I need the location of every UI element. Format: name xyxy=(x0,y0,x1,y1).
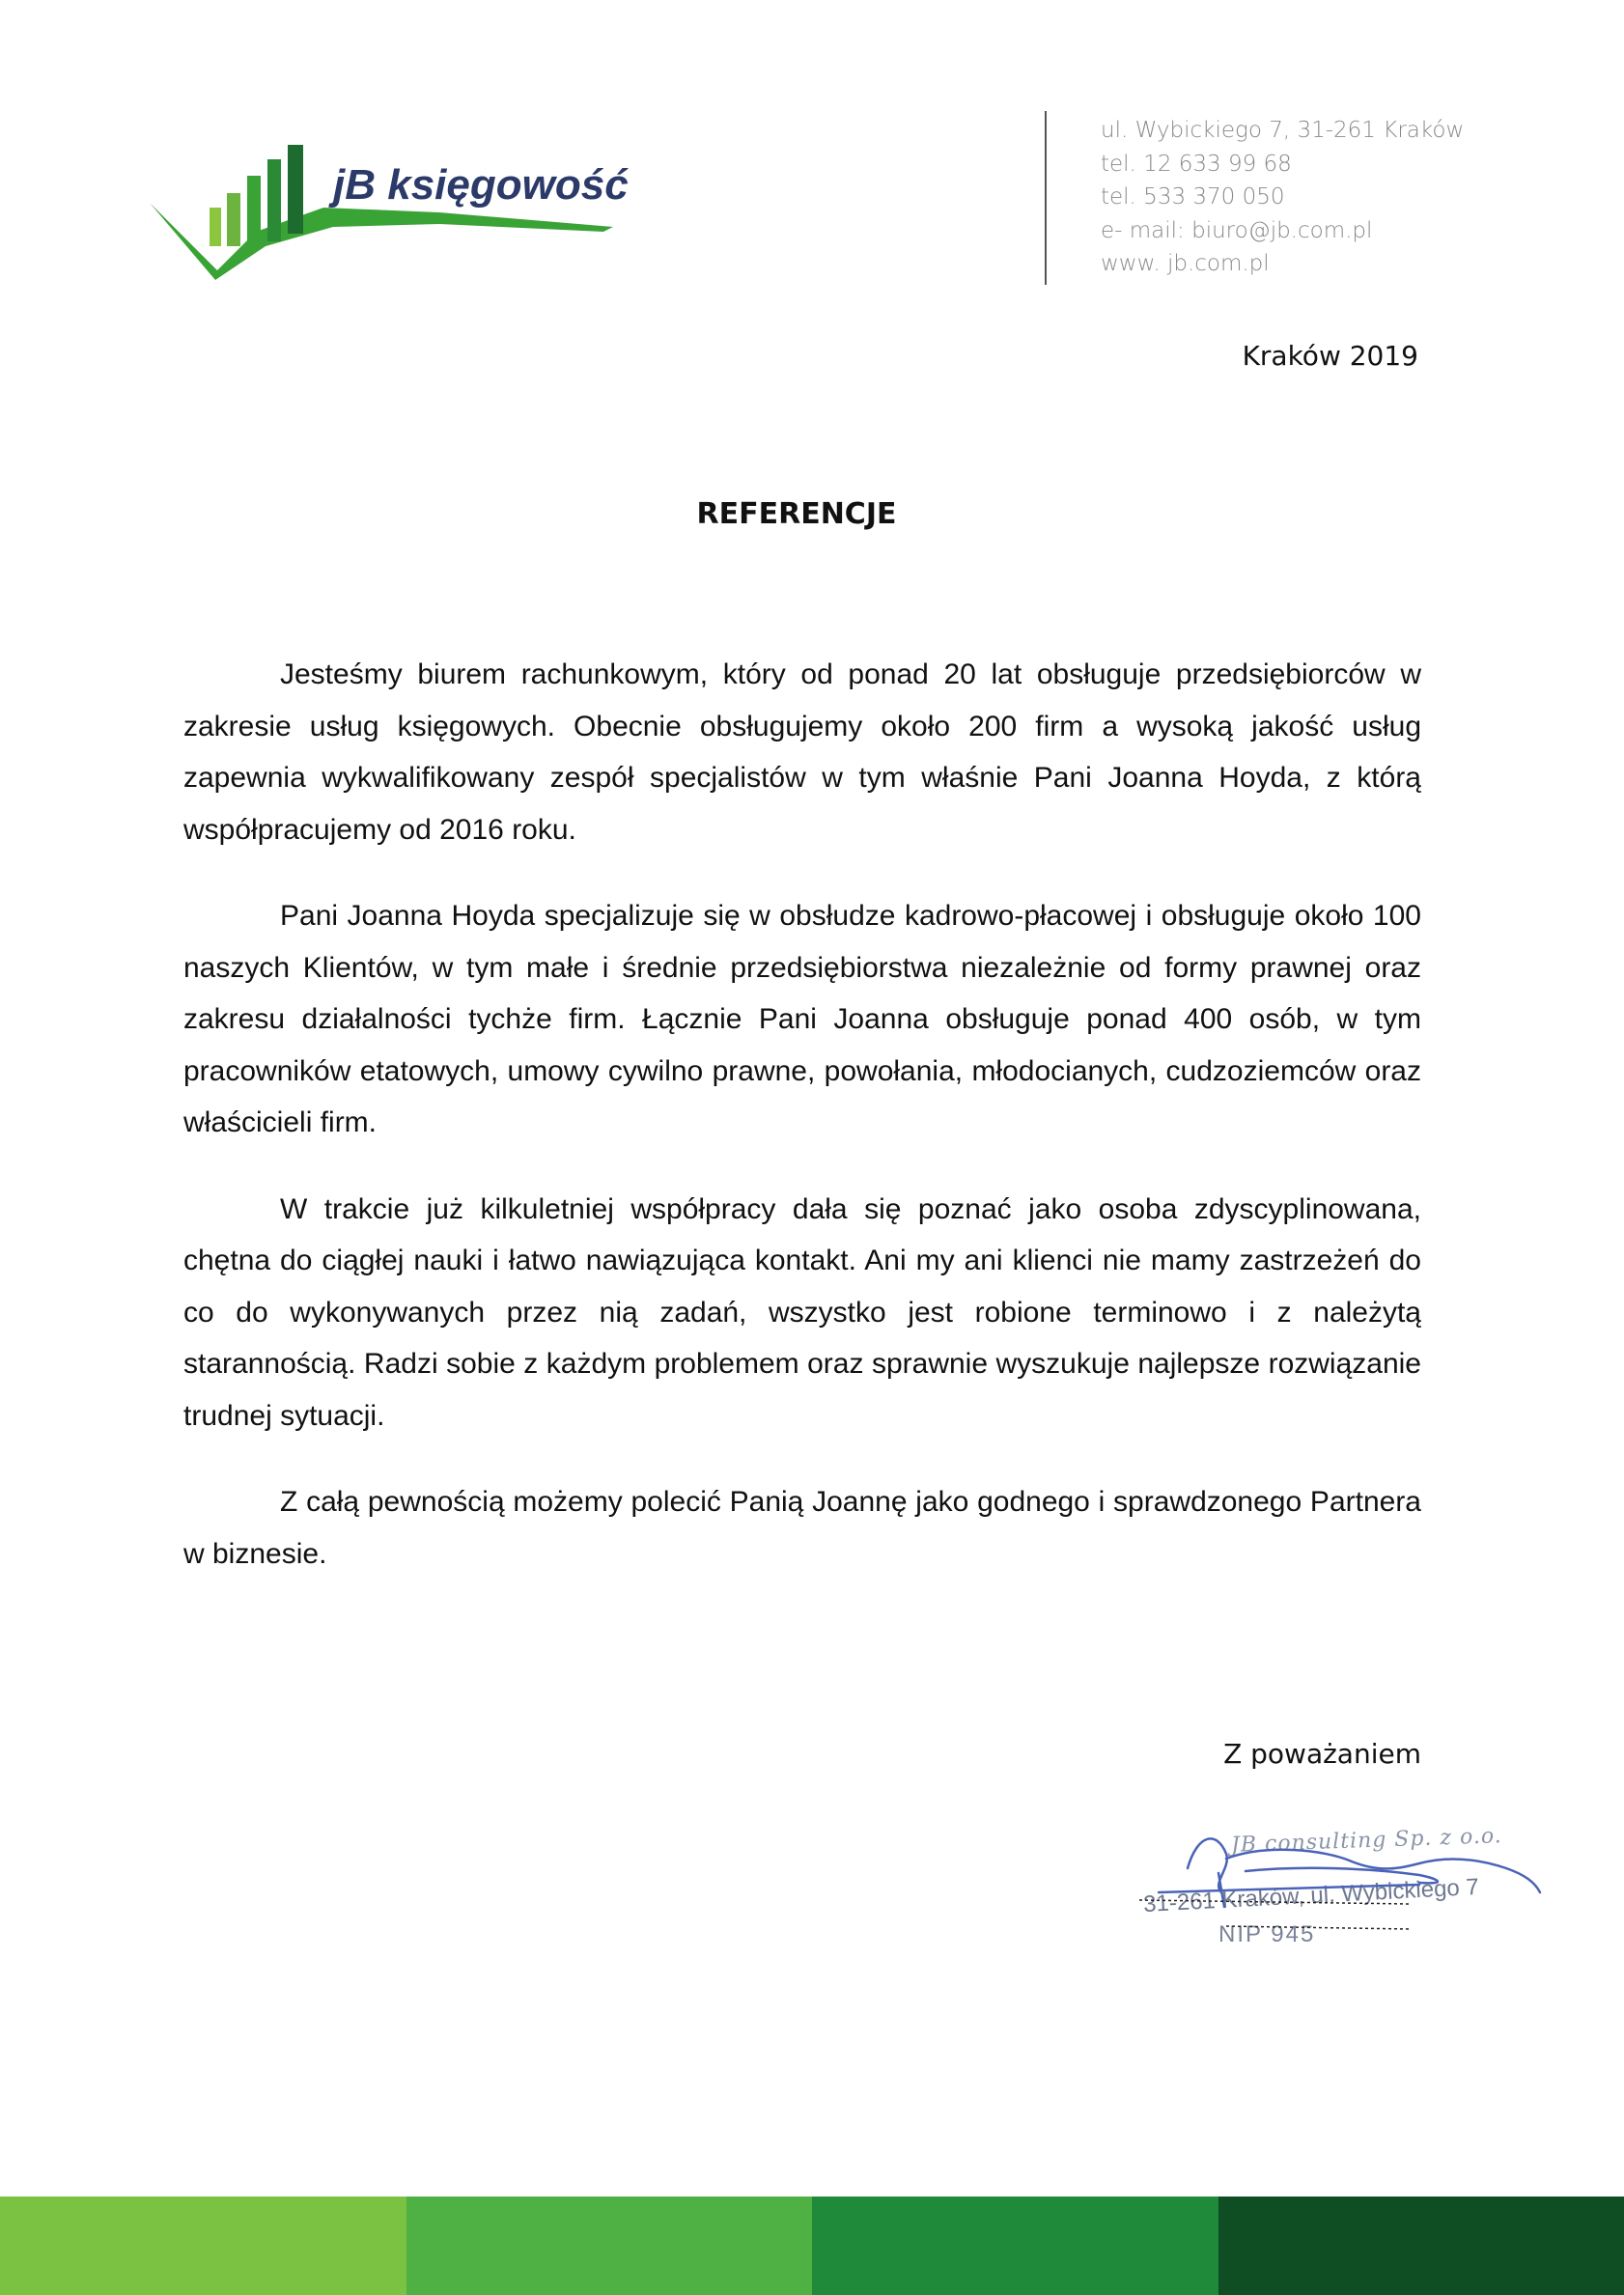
contact-website: www. jb.com.pl xyxy=(1101,251,1270,276)
logo-bar-2 xyxy=(227,193,240,246)
footer-segment-4 xyxy=(1218,2197,1624,2295)
letter-body xyxy=(183,649,1421,1614)
document-title: REFERENCJE xyxy=(696,497,897,531)
footer-segment-3 xyxy=(812,2197,1218,2295)
company-stamp-signature xyxy=(1130,1815,1545,1970)
contact-phone-2: tel. 533 370 050 xyxy=(1101,184,1285,210)
footer-segment-1 xyxy=(0,2197,406,2295)
paragraph-1: Jesteśmy biurem rachunkowym, który od ponad 20 lat obsługuje przedsiębiorców w zakresie usług księgowych. Obecnie obsługujemy około 200 firm a wysoką jakość usług zapewnia wykwalifikowany zespół specjalistów w tym właśnie Pani Joanna Hoyda, z którą współpracujemy od 2016 roku. xyxy=(183,658,1421,846)
company-logo xyxy=(150,135,632,280)
contact-email: e- mail: biuro@jb.com.pl xyxy=(1101,217,1373,243)
header-divider xyxy=(1045,111,1047,285)
paragraph-4: Z całą pewnością możemy polecić Panią Joannę jako godnego i sprawdzonego Partnera w biznesie. xyxy=(183,1486,1421,1570)
contact-phone-1: tel. 12 633 99 68 xyxy=(1101,151,1292,177)
stamp-company-line: JB consulting Sp. z o.o. xyxy=(1230,1824,1503,1858)
logo-bar-1 xyxy=(210,208,221,246)
logo-bar-4 xyxy=(267,159,281,241)
contact-address: ul. Wybickiego 7, 31-261 Kraków xyxy=(1101,118,1465,143)
stamp-address-line: 31-261 Kraków, ul. Wybickiego 7 xyxy=(1142,1873,1480,1918)
logo-text: jB księgowość xyxy=(333,161,629,209)
footer-segment-2 xyxy=(406,2197,813,2295)
letter-date: Kraków 2019 xyxy=(1242,340,1418,372)
logo-bar-5 xyxy=(288,145,303,234)
closing-salutation: Z poważaniem xyxy=(1223,1738,1421,1770)
paragraph-2: Pani Joanna Hoyda specjalizuje się w obsłudze kadrowo-płacowej i obsługuje około 100 naszych Klientów, w tym małe i średnie przedsiębiorstwa niezależnie od formy prawnej oraz zakresu działalności tychże firm. Łącznie Pani Joanna obsługuje ponad 400 osób, w tym pracowników etatowych, umowy cywilno prawne, powołania, młodocianych, cudzoziemców oraz właścicieli firm. xyxy=(183,900,1421,1138)
stamp-nip-line: NIP 945 xyxy=(1218,1921,1316,1947)
footer-color-bar xyxy=(0,2197,1624,2295)
paragraph-3: W trakcie już kilkuletniej współpracy dała się poznać jako osoba zdyscyplinowana, chętna do ciągłej nauki i łatwo nawiązująca kontakt. Ani my ani klienci nie mamy zastrzeżeń do co do wykonywanych przez nią zadań, wszystko jest robione terminowo i z należytą starannością. Radzi sobie z każdym problemem oraz sprawnie wyszukuje najlepsze rozwiązanie trudnej sytuacji. xyxy=(183,1192,1421,1432)
signature-scribble xyxy=(1130,1815,1545,1970)
logo-graphic xyxy=(150,135,632,280)
contact-block xyxy=(1101,114,1506,281)
logo-bar-3 xyxy=(247,176,261,245)
